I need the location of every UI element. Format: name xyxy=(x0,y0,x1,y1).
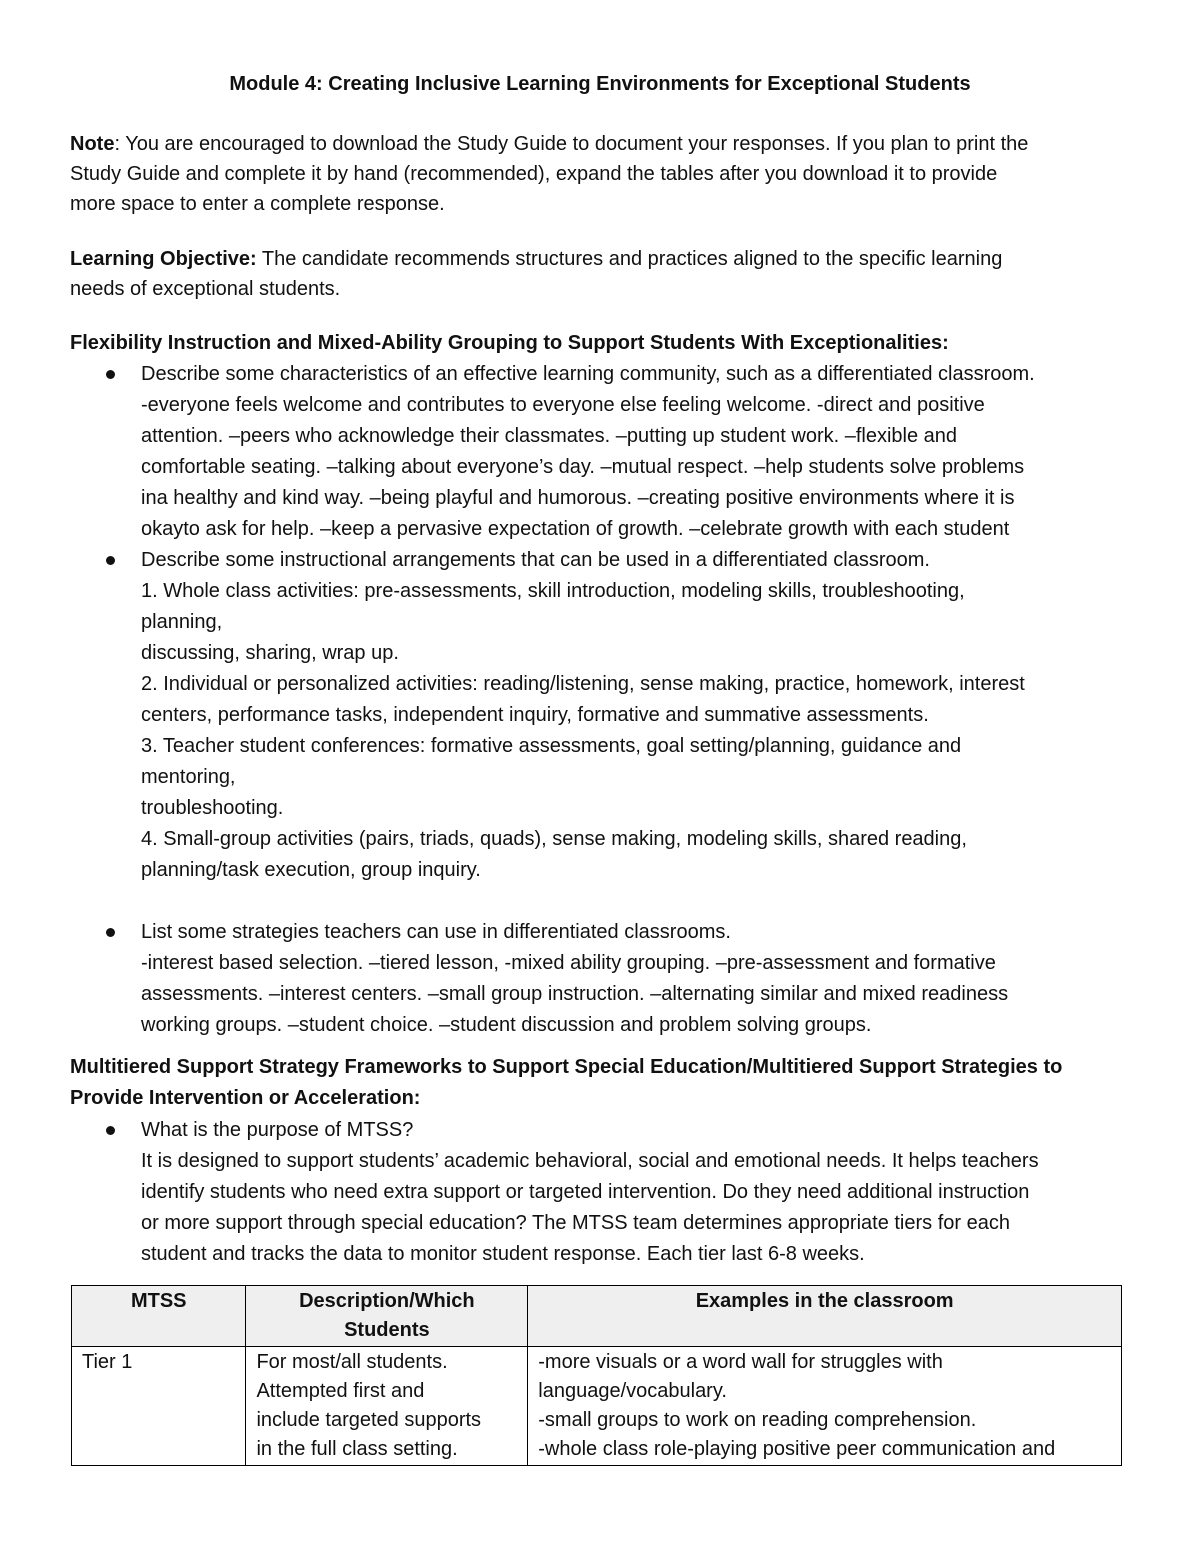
bullet-strategies: List some strategies teachers can use in differentiated classrooms. -interest based selection. –tiered lesson, -mixed ability grouping. –pre-assessment and formative assessments. –interest centers. –small group instruction. –alternating similar and mixed readiness working groups. –student choice. –student discussion and problem solving groups. xyxy=(0,917,1131,1041)
section2-bullet-list xyxy=(0,1115,1200,1270)
bullet-instructional-arrangements: Describe some instructional arrangements that can be used in a differentiated classroom. 1. Whole class activities: pre-assessments, skill introduction, modeling skills, troubleshooting, planning, discussing, sharing, wrap up. 2. Individual or personalized activities: reading/listening, sense making, practice, homework, interest centers, performance tasks, independent inquiry, formative and summative assessments. 3. Teacher student conferences: formative assessments, goal setting/planning, guidance and mentoring, troubleshooting. 4. Small-group activities (pairs, triads, quads), sense making, modeling skills, shared reading, planning/task execution, group inquiry. xyxy=(0,545,1131,917)
objective-label: Learning Objective: xyxy=(70,248,257,270)
header-mtss: MTSS xyxy=(72,1286,246,1347)
tier-cell: Tier 1 xyxy=(72,1347,246,1466)
description-cell: For most/all students. Attempted first and include targeted supports in the full class setting. xyxy=(246,1347,528,1466)
table-header-row xyxy=(72,1286,1122,1347)
section-heading-mtss: Multitiered Support Strategy Frameworks to Support Special Education/Multitiered Support Strategies to Provide Intervention or Acceleration: xyxy=(70,1056,1063,1109)
note-paragraph: Note: You are encouraged to download the Study Guide to document your responses. If you plan to print the Study Guide and complete it by hand (recommended), expand the tables after you download it to provide more space to enter a complete response. xyxy=(70,133,1029,215)
table-row xyxy=(72,1347,1122,1466)
bullet-mtss-purpose: What is the purpose of MTSS? It is designed to support students’ academic behavioral, social and emotional needs. It helps teachers identify students who need extra support or targeted intervention. Do they need additional instruction or more support through special education? The MTSS team determines appropriate tiers for each student and tracks the data to monitor student response. Each tier last 6-8 weeks. xyxy=(0,1115,1131,1270)
bullet-learning-community: Describe some characteristics of an effective learning community, such as a differentiated classroom. -everyone feels welcome and contributes to everyone else feeling welcome. -direct and positive attention. –peers who acknowledge their classmates. –putting up student work. –flexible and comfortable seating. –talking about everyone’s day. –mutual respect. –help students solve problems ina healthy and kind way. –being playful and humorous. –creating positive environments where it is okayto ask for help. –keep a pervasive expectation of growth. –celebrate growth with each student xyxy=(0,359,1131,545)
learning-objective-paragraph: Learning Objective: The candidate recommends structures and practices aligned to the specific learning needs of exceptional students. xyxy=(70,248,1003,300)
bullet-dot-icon xyxy=(106,1126,115,1135)
header-description: Description/Which Students xyxy=(246,1286,528,1347)
bullet-dot-icon xyxy=(106,370,115,379)
section-heading-flexibility: Flexibility Instruction and Mixed-Ability Grouping to Support Students With Exceptionalities: xyxy=(70,332,949,354)
header-examples: Examples in the classroom xyxy=(528,1286,1122,1347)
bullet-dot-icon xyxy=(106,556,115,565)
page-title: Module 4: Creating Inclusive Learning Environments for Exceptional Students xyxy=(229,73,971,95)
bullet-dot-icon xyxy=(106,928,115,937)
mtss-table xyxy=(71,1285,1122,1466)
examples-cell: -more visuals or a word wall for struggles with language/vocabulary. -small groups to work on reading comprehension. -whole class role-playing positive peer communication and xyxy=(528,1347,1122,1466)
note-label: Note xyxy=(70,133,115,155)
section1-bullet-list xyxy=(0,359,1200,1041)
